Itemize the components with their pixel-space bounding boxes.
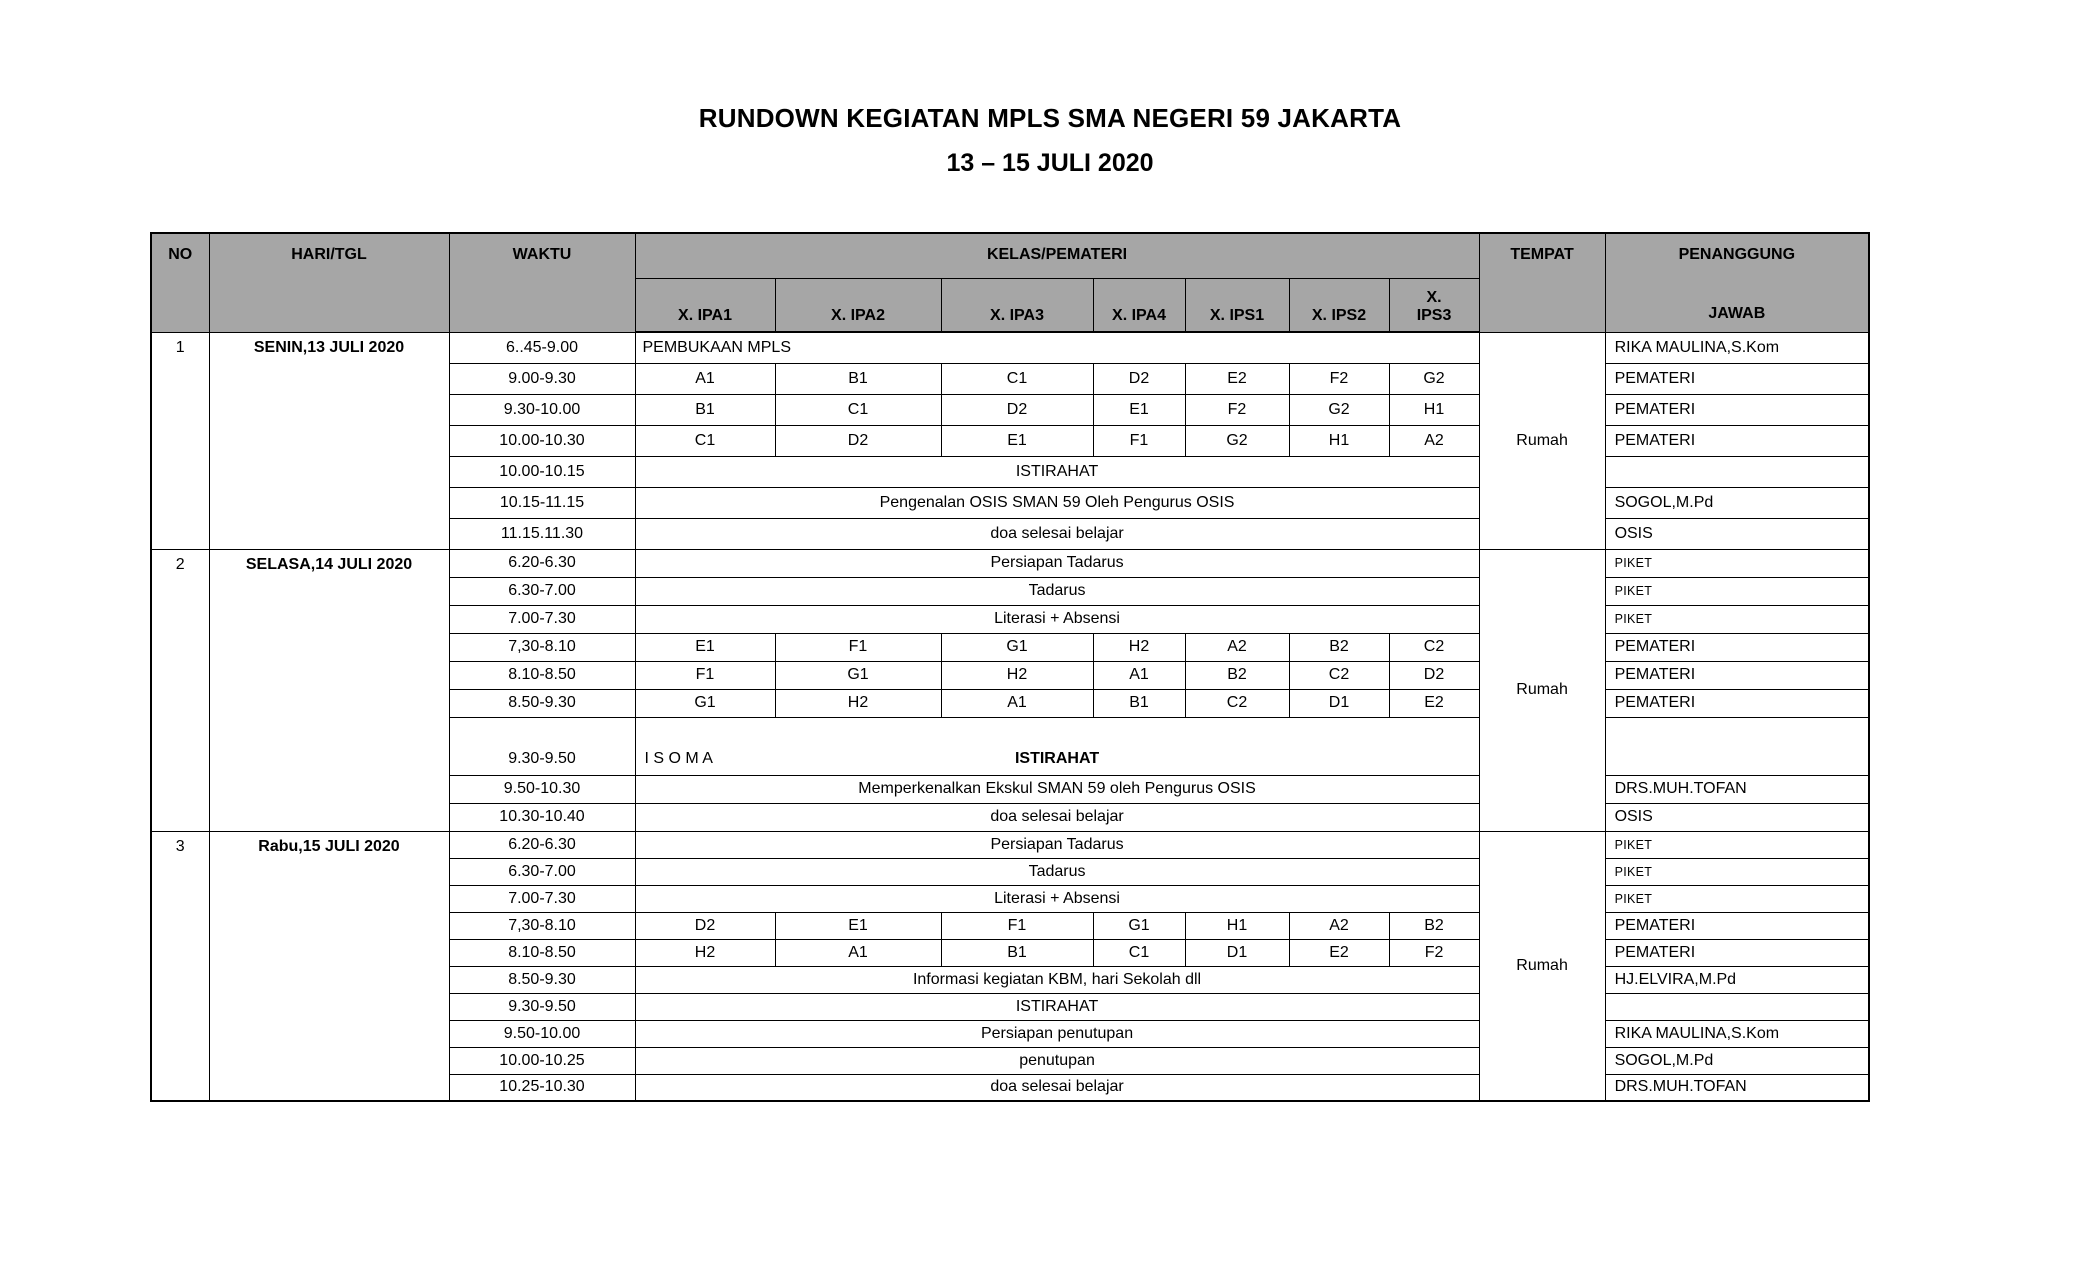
class-group-cell: G2 [1389,363,1479,394]
activity-cell: doa selesai belajar [635,1074,1479,1101]
class-group-cell: B1 [1093,689,1185,717]
page-subtitle: 13 – 15 JULI 2020 [946,149,1154,177]
class-group-cell: B2 [1389,912,1479,939]
time-cell: 10.00-10.30 [449,425,635,456]
header-class-x-ipa3: X. IPA3 [941,278,1093,332]
header-tempat: TEMPAT [1479,233,1605,332]
activity-cell: Literasi + Absensi [635,885,1479,912]
isoma-label: I S O M A [644,749,713,767]
class-group-cell: D2 [775,425,941,456]
day-number-cell: 1 [151,332,209,549]
penanggung-jawab-cell: PIKET [1605,858,1869,885]
class-group-cell: F1 [635,661,775,689]
time-cell: 6.20-6.30 [449,549,635,577]
header-class-x-ips3: X. IPS3 [1389,278,1479,332]
schedule-table-wrap [150,232,1870,1102]
class-group-cell: F1 [1093,425,1185,456]
class-group-cell: D2 [635,912,775,939]
penanggung-jawab-cell: PEMATERI [1605,939,1869,966]
class-group-cell: E2 [1289,939,1389,966]
penanggung-jawab-cell: PEMATERI [1605,912,1869,939]
header-class-x-ipa2: X. IPA2 [775,278,941,332]
class-group-cell: C2 [1389,633,1479,661]
activity-cell: Persiapan Tadarus [635,831,1479,858]
penanggung-jawab-cell [1605,717,1869,775]
header-kelas-pemateri: KELAS/PEMATERI [635,233,1479,278]
header-no: NO [151,233,209,332]
tempat-cell: Rumah [1479,831,1605,1101]
penanggung-jawab-cell: PIKET [1605,577,1869,605]
time-cell: 7.00-7.30 [449,605,635,633]
class-group-cell: H1 [1185,912,1289,939]
penanggung-jawab-cell: PIKET [1605,831,1869,858]
class-group-cell: F2 [1185,394,1289,425]
class-group-cell: E1 [635,633,775,661]
class-group-cell: D2 [1389,661,1479,689]
title-block [0,103,2100,178]
penanggung-jawab-cell: PIKET [1605,885,1869,912]
class-group-cell: E1 [1093,394,1185,425]
penanggung-jawab-cell: PIKET [1605,549,1869,577]
istirahat-label: ISTIRAHAT [1014,749,1100,767]
penanggung-jawab-cell: PEMATERI [1605,363,1869,394]
activity-cell [635,717,1479,775]
activity-cell: Tadarus [635,858,1479,885]
penanggung-jawab-cell: PEMATERI [1605,425,1869,456]
time-cell: 11.15.11.30 [449,518,635,549]
class-group-cell: C2 [1185,689,1289,717]
penanggung-jawab-cell: PEMATERI [1605,689,1869,717]
penanggung-jawab-cell: PEMATERI [1605,661,1869,689]
class-group-cell: C1 [775,394,941,425]
header-class-x-ips1: X. IPS1 [1185,278,1289,332]
penanggung-jawab-cell: OSIS [1605,518,1869,549]
class-group-cell: H1 [1389,394,1479,425]
class-group-cell: G1 [775,661,941,689]
class-group-cell: C1 [941,363,1093,394]
time-cell: 10.00-10.15 [449,456,635,487]
class-group-cell: B1 [775,363,941,394]
class-group-cell: E2 [1389,689,1479,717]
time-cell: 7,30-8.10 [449,912,635,939]
penanggung-jawab-cell: OSIS [1605,803,1869,831]
class-group-cell: A1 [1093,661,1185,689]
penanggung-jawab-cell: RIKA MAULINA,S.Kom [1605,332,1869,363]
schedule-body [151,332,1869,1101]
activity-cell: doa selesai belajar [635,518,1479,549]
time-cell: 10.25-10.30 [449,1074,635,1101]
time-cell: 9.30-9.50 [449,717,635,775]
penanggung-jawab-cell: PEMATERI [1605,394,1869,425]
schedule-row [151,831,1869,858]
penanggung-jawab-cell: HJ.ELVIRA,M.Pd [1605,966,1869,993]
activity-cell: PEMBUKAAN MPLS [635,332,1479,363]
class-group-cell: E1 [775,912,941,939]
class-group-cell: H2 [775,689,941,717]
penanggung-jawab-cell: PIKET [1605,605,1869,633]
page-title: RUNDOWN KEGIATAN MPLS SMA NEGERI 59 JAKARTA [698,103,1402,133]
time-cell: 8.10-8.50 [449,661,635,689]
header-waktu: WAKTU [449,233,635,332]
activity-cell: Persiapan Tadarus [635,549,1479,577]
day-name-cell: SENIN,13 JULI 2020 [209,332,449,549]
time-cell: 8.50-9.30 [449,966,635,993]
class-group-cell: D1 [1289,689,1389,717]
time-cell: 10.30-10.40 [449,803,635,831]
tempat-cell: Rumah [1479,549,1605,831]
time-cell: 6.20-6.30 [449,831,635,858]
time-cell: 9.50-10.00 [449,1020,635,1047]
time-cell: 8.50-9.30 [449,689,635,717]
class-group-cell: C1 [635,425,775,456]
time-cell: 10.00-10.25 [449,1047,635,1074]
class-group-cell: F2 [1289,363,1389,394]
class-group-cell: D1 [1185,939,1289,966]
class-group-cell: B1 [941,939,1093,966]
header-class-x-ipa4: X. IPA4 [1093,278,1185,332]
time-cell: 8.10-8.50 [449,939,635,966]
penanggung-jawab-cell [1605,456,1869,487]
activity-cell: ISTIRAHAT [635,456,1479,487]
time-cell: 6.30-7.00 [449,577,635,605]
activity-cell: ISTIRAHAT [635,993,1479,1020]
class-group-cell: G1 [941,633,1093,661]
class-group-cell: A1 [775,939,941,966]
header-jawab: JAWAB [1708,305,1766,322]
class-group-cell: A1 [635,363,775,394]
activity-cell: Literasi + Absensi [635,605,1479,633]
time-cell: 6.30-7.00 [449,858,635,885]
class-group-cell: D2 [941,394,1093,425]
schedule-row [151,549,1869,577]
table-header [151,233,1869,332]
time-cell: 7.00-7.30 [449,885,635,912]
day-number-cell: 3 [151,831,209,1101]
header-class-x-ipa1: X. IPA1 [635,278,775,332]
penanggung-jawab-cell: PEMATERI [1605,633,1869,661]
class-group-cell: C1 [1093,939,1185,966]
class-group-cell: F1 [941,912,1093,939]
time-cell: 9.50-10.30 [449,775,635,803]
time-cell: 9.30-10.00 [449,394,635,425]
activity-cell: doa selesai belajar [635,803,1479,831]
header-penanggung: PENANGGUNG [1678,246,1796,263]
activity-cell: Informasi kegiatan KBM, hari Sekolah dll [635,966,1479,993]
time-cell: 10.15-11.15 [449,487,635,518]
class-group-cell: G1 [635,689,775,717]
time-cell: 9.00-9.30 [449,363,635,394]
class-group-cell: A2 [1185,633,1289,661]
time-cell: 9.30-9.50 [449,993,635,1020]
activity-cell: Tadarus [635,577,1479,605]
tempat-cell: Rumah [1479,332,1605,549]
class-group-cell: B2 [1289,633,1389,661]
class-group-cell: H1 [1289,425,1389,456]
class-group-cell: B2 [1185,661,1289,689]
activity-cell: Pengenalan OSIS SMAN 59 Oleh Pengurus OSIS [635,487,1479,518]
class-group-cell: A2 [1389,425,1479,456]
class-group-cell: H2 [941,661,1093,689]
activity-cell: Memperkenalkan Ekskul SMAN 59 oleh Pengurus OSIS [635,775,1479,803]
activity-cell: Persiapan penutupan [635,1020,1479,1047]
schedule-table [150,232,1870,1102]
class-group-cell: G2 [1185,425,1289,456]
class-group-cell: C2 [1289,661,1389,689]
penanggung-jawab-cell: DRS.MUH.TOFAN [1605,775,1869,803]
class-group-cell: E1 [941,425,1093,456]
class-group-cell: H2 [1093,633,1185,661]
activity-cell: penutupan [635,1047,1479,1074]
class-group-cell: G1 [1093,912,1185,939]
penanggung-jawab-cell: SOGOL,M.Pd [1605,1047,1869,1074]
penanggung-jawab-cell [1605,993,1869,1020]
class-group-cell: H2 [635,939,775,966]
schedule-row [151,332,1869,363]
class-group-cell: A2 [1289,912,1389,939]
day-name-cell: Rabu,15 JULI 2020 [209,831,449,1101]
class-group-cell: B1 [635,394,775,425]
header-class-x-ips2: X. IPS2 [1289,278,1389,332]
penanggung-jawab-cell: SOGOL,M.Pd [1605,487,1869,518]
time-cell: 6..45-9.00 [449,332,635,363]
class-group-cell: A1 [941,689,1093,717]
class-group-cell: F1 [775,633,941,661]
time-cell: 7,30-8.10 [449,633,635,661]
day-number-cell: 2 [151,549,209,831]
day-name-cell: SELASA,14 JULI 2020 [209,549,449,831]
header-hari-tgl: HARI/TGL [209,233,449,332]
class-group-cell: E2 [1185,363,1289,394]
class-group-cell: G2 [1289,394,1389,425]
penanggung-jawab-cell: RIKA MAULINA,S.Kom [1605,1020,1869,1047]
header-penanggung-jawab [1605,233,1869,332]
class-group-cell: D2 [1093,363,1185,394]
penanggung-jawab-cell: DRS.MUH.TOFAN [1605,1074,1869,1101]
class-group-cell: F2 [1389,939,1479,966]
